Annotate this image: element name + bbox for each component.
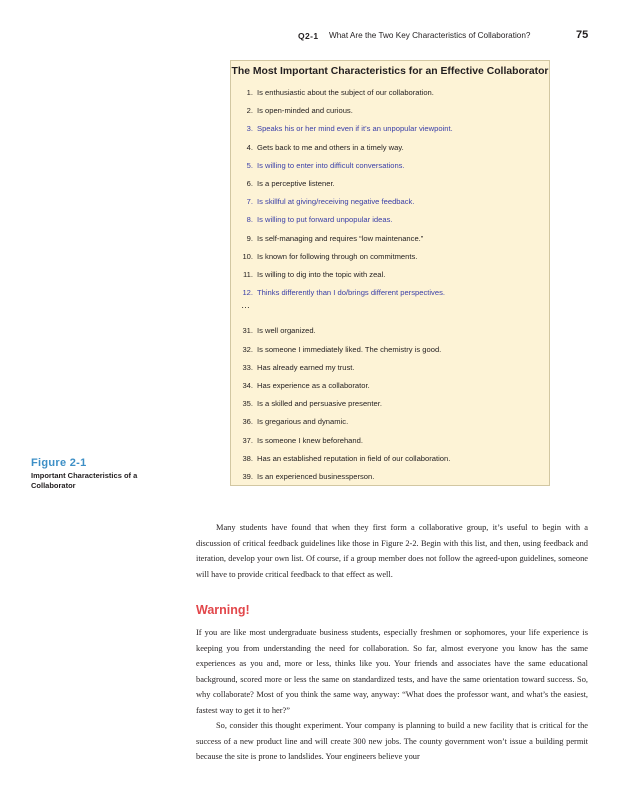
item-number: 10. bbox=[242, 251, 253, 261]
body-paragraph-1: Many students have found that when they first form a collaborative group, it’s useful to begin with a discussion of critical feedback guidelines like those in Figure 2-2. Begin with this list, and then, using feedback and iteration, develop your own list. Of course, if a group member does not follow the agreed-upon guidelines, someone will have to provide critical feedback to that effect as well. bbox=[196, 523, 588, 579]
item-number: 36. bbox=[242, 417, 253, 427]
item-text: Is a skilled and persuasive presenter. bbox=[257, 399, 382, 409]
characteristic-item bbox=[231, 86, 434, 100]
item-text: Is enthusiastic about the subject of our collaboration. bbox=[257, 88, 434, 97]
characteristic-item bbox=[231, 232, 423, 246]
characteristic-item bbox=[231, 177, 335, 191]
item-number: 33. bbox=[242, 362, 253, 372]
list-ellipsis: … bbox=[241, 300, 250, 311]
characteristic-item bbox=[231, 470, 374, 484]
page-number: 75 bbox=[576, 29, 589, 41]
item-text: Is willing to put forward unpopular ideas. bbox=[257, 215, 393, 225]
item-number: 2. bbox=[246, 106, 253, 116]
item-text: Has experience as a collaborator. bbox=[257, 381, 370, 390]
figure-heading: The Most Important Characteristics for an Effective Collaborator bbox=[231, 66, 549, 77]
item-number: 31. bbox=[242, 326, 253, 336]
item-text: Is someone I immediately liked. The chemistry is good. bbox=[257, 344, 442, 354]
characteristic-item bbox=[231, 361, 355, 375]
item-number: 35. bbox=[242, 399, 253, 409]
characteristic-item bbox=[231, 452, 450, 466]
question-id: Q2-1 bbox=[298, 31, 319, 41]
running-header bbox=[0, 30, 625, 44]
item-text: Has already earned my trust. bbox=[257, 362, 355, 372]
characteristic-item bbox=[231, 268, 385, 282]
item-number: 8. bbox=[246, 215, 253, 225]
item-text: Is known for following through on commitments. bbox=[257, 251, 418, 261]
item-number: 38. bbox=[242, 453, 253, 463]
question-title: What Are the Two Key Characteristics of Collaboration? bbox=[329, 31, 531, 40]
item-number: 4. bbox=[246, 142, 253, 152]
item-text: Is willing to enter into difficult conversations. bbox=[257, 160, 405, 170]
item-number: 3. bbox=[246, 124, 253, 134]
item-number: 37. bbox=[242, 435, 253, 445]
body-paragraph-2: If you are like most undergraduate business students, especially freshmen or sophomores, your life experience is keeping you from understanding the need for collaboration. So far, almost everyone you know has the same experiences as you and, more or less, thinks like you. Your friends and associates have the same educational background, scored more or less the same on standardized tests, and have the same orientation toward success. So, why collaborate? Most of you think the same way, anyway: “What does the professor want, and what’s the easiest, fastest way to get it to her?” bbox=[196, 628, 588, 715]
characteristic-item bbox=[231, 122, 453, 136]
characteristic-item bbox=[231, 195, 414, 209]
figure-caption: Important Characteristics of a Collaborator bbox=[31, 471, 138, 490]
characteristic-item bbox=[231, 415, 348, 429]
item-number: 5. bbox=[246, 160, 253, 170]
characteristic-item bbox=[231, 104, 353, 118]
item-text: Is self-managing and requires “low maintenance.” bbox=[257, 233, 424, 243]
item-text: Gets back to me and others in a timely way. bbox=[257, 142, 404, 152]
warning-heading: Warning! bbox=[196, 603, 250, 617]
item-number: 7. bbox=[246, 197, 253, 207]
item-text: Is skillful at giving/receiving negative feedback. bbox=[257, 197, 415, 207]
item-number: 6. bbox=[246, 179, 253, 188]
item-number: 9. bbox=[246, 233, 253, 243]
characteristic-item bbox=[231, 250, 417, 264]
characteristic-item bbox=[231, 379, 370, 393]
item-number: 11. bbox=[243, 270, 253, 279]
item-text: Has an established reputation in field of our collaboration. bbox=[257, 453, 451, 463]
characteristic-item bbox=[231, 286, 445, 300]
item-text: Speaks his or her mind even if it’s an unpopular viewpoint. bbox=[257, 124, 453, 134]
figure-label: Figure 2-1 bbox=[31, 457, 87, 469]
item-text: Is a perceptive listener. bbox=[257, 179, 335, 188]
item-text: Is well organized. bbox=[257, 326, 316, 336]
body-paragraph-3: So, consider this thought experiment. Your company is planning to build a new facility that is critical for the success of a new product line and will create 300 new jobs. The county government won’t issue a building permit because the site is prone to landslides. Your engineers believe your bbox=[196, 721, 588, 762]
item-number: 34. bbox=[242, 381, 253, 390]
characteristic-item bbox=[231, 434, 363, 448]
item-text: Thinks differently than I do/brings different perspectives. bbox=[257, 288, 445, 298]
characteristic-item bbox=[231, 141, 404, 155]
item-number: 32. bbox=[242, 344, 253, 354]
item-text: Is gregarious and dynamic. bbox=[257, 417, 349, 427]
item-number: 39. bbox=[242, 472, 253, 481]
characteristic-item bbox=[231, 213, 393, 227]
item-text: Is open-minded and curious. bbox=[257, 106, 353, 116]
item-text: Is someone I knew beforehand. bbox=[257, 435, 363, 445]
characteristic-item bbox=[231, 159, 405, 173]
figure-box bbox=[230, 60, 550, 486]
item-number: 12. bbox=[242, 288, 253, 298]
characteristic-item bbox=[231, 343, 441, 357]
item-number: 1. bbox=[246, 88, 253, 97]
item-text: Is an experienced businessperson. bbox=[257, 472, 375, 481]
item-text: Is willing to dig into the topic with zeal. bbox=[257, 270, 386, 279]
characteristic-item bbox=[231, 397, 382, 411]
characteristic-item bbox=[231, 324, 316, 338]
